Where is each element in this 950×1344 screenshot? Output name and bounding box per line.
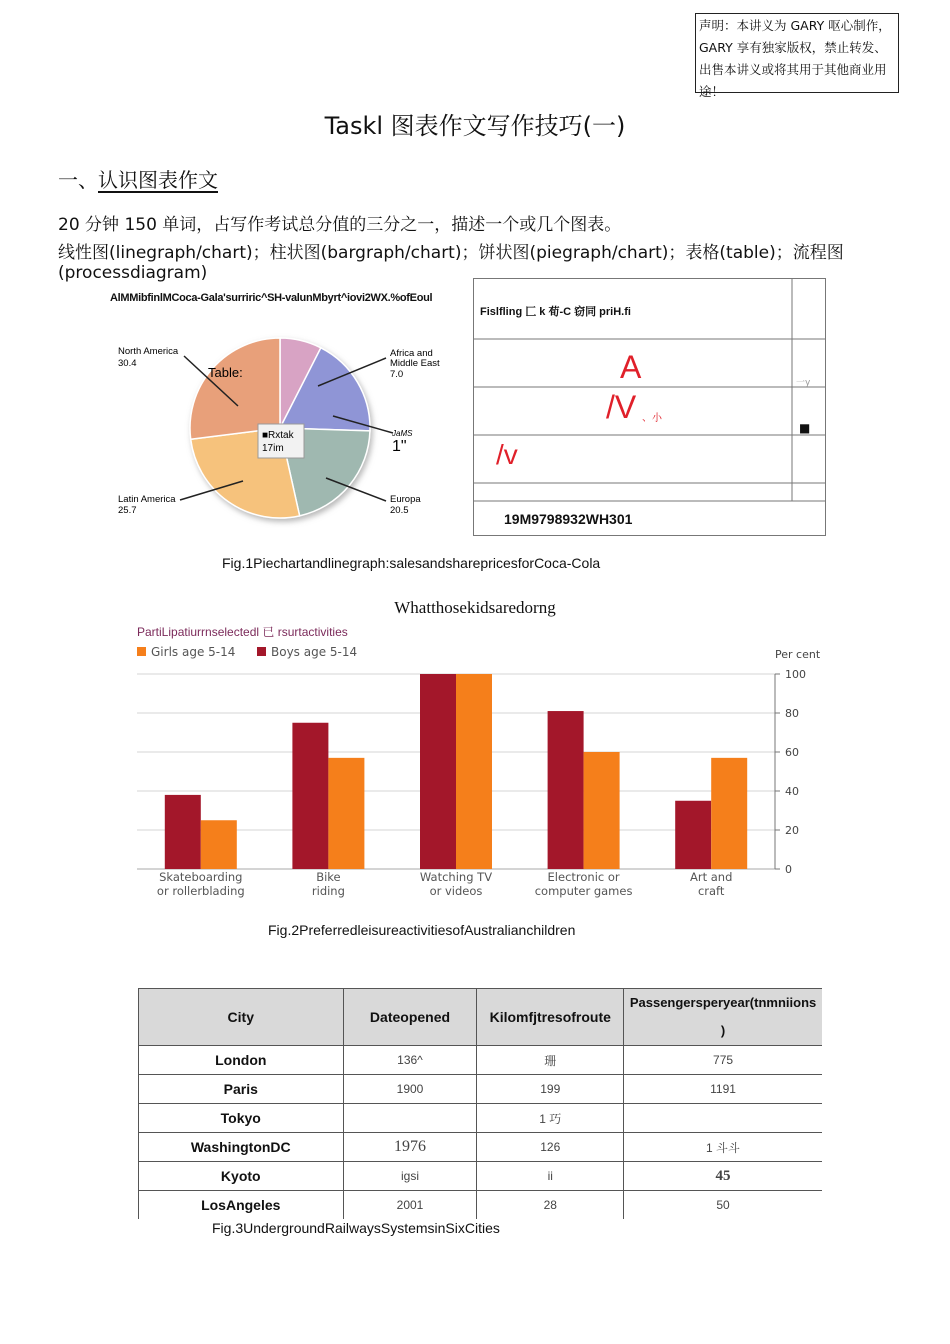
- table-cell: 1 斗斗: [624, 1133, 822, 1162]
- label-europe: Europa: [390, 494, 421, 505]
- section-title: 认识图表作文: [98, 168, 218, 192]
- table-row: [139, 1104, 823, 1133]
- table-cell: 28: [477, 1191, 624, 1220]
- line-graph-frame: [473, 278, 826, 536]
- table-row: [139, 1162, 823, 1191]
- x-category-label: Art and: [689, 870, 733, 884]
- table-cell: 珊: [477, 1046, 624, 1075]
- y-tick-label: 0: [785, 863, 792, 876]
- copyright-notice: [695, 13, 899, 99]
- railway-table: [138, 988, 822, 1219]
- table-cell: [343, 1104, 477, 1133]
- table-cell: 199: [477, 1075, 624, 1104]
- notice-line: 声明：本讲义为 GARY 呕心制作，: [699, 18, 891, 33]
- header-date: Dateopened: [343, 989, 477, 1046]
- table-cell: 1 巧: [477, 1104, 624, 1133]
- value-latin-america: 25.7: [118, 505, 137, 516]
- value-north-america: 30.4: [118, 358, 137, 369]
- table-cell: Paris: [139, 1075, 344, 1104]
- table-row: [139, 1133, 823, 1162]
- bar-boys-3: [548, 711, 584, 869]
- table-cell: 1900: [343, 1075, 477, 1104]
- bar-boys-1: [292, 723, 328, 869]
- pie-table-label: Table:: [208, 365, 243, 380]
- bar-boys-0: [165, 795, 201, 869]
- table-cell: 45: [624, 1162, 822, 1191]
- table-cell: 50: [624, 1191, 822, 1220]
- x-category-label: Electronic or: [547, 870, 620, 884]
- table-cell: 126: [477, 1133, 624, 1162]
- value-japan: 1": [392, 438, 407, 455]
- table-cell: Kyoto: [139, 1162, 344, 1191]
- bar-girls-1: [328, 758, 364, 869]
- y-tick-label: 100: [785, 668, 806, 681]
- fig1-caption: Fig.1Piechartandlinegraph:salesandsharepricesforCoca-Cola: [222, 555, 601, 571]
- x-category-label: riding: [311, 884, 345, 898]
- label-japan: JaMS: [392, 429, 413, 438]
- y-tick-label: 80: [785, 707, 799, 720]
- bar-chart: [130, 620, 830, 905]
- legend-swatch-girls: [137, 647, 146, 656]
- value-europe: 20.5: [390, 505, 409, 516]
- table-row: [139, 1191, 823, 1220]
- y-tick-label: 40: [785, 785, 799, 798]
- page-title: Taskl 图表作文写作技巧(一): [324, 112, 626, 140]
- header-km: Kilomfjtresofroute: [477, 989, 624, 1046]
- line-graph-mark-a: A: [620, 349, 642, 385]
- label-africa: Africa and: [390, 348, 433, 359]
- center-box-line1: ■Rxtak: [262, 430, 294, 441]
- y-axis-label: Per cent: [775, 648, 821, 661]
- legend-boys: Boys age 5-14: [271, 645, 358, 659]
- line-graph-header: Fislfling 匚 k 荀-C 窃同 priH.fi: [480, 306, 631, 318]
- value-africa: 7.0: [390, 369, 404, 380]
- intro-line-1: 20 分钟 150 单词，占写作考试总分值的三分之一，描述一个或几个图表。: [58, 215, 622, 235]
- table-cell: WashingtonDC: [139, 1133, 344, 1162]
- x-category-label: craft: [697, 884, 725, 898]
- line-graph-mark-small: 、小: [642, 413, 662, 424]
- fig3-caption: Fig.3UndergroundRailwaysSystemsinSixCities: [212, 1220, 500, 1236]
- y-tick-label: 60: [785, 746, 799, 759]
- x-category-label: Skateboarding: [159, 870, 243, 884]
- table-cell: ii: [477, 1162, 624, 1191]
- x-category-label: Bike: [316, 870, 341, 884]
- x-category-label: or videos: [429, 884, 483, 898]
- fig2-caption: Fig.2PreferredleisureactivitiesofAustralianchildren: [268, 922, 576, 938]
- bar-boys-2: [420, 674, 456, 869]
- bar-boys-4: [675, 801, 711, 869]
- pie-chart-title: AlMMibfinlMCoca-Gala'surriric^SH-valunMbyrt^iovi2WX.%ofEoul: [110, 292, 433, 304]
- table-cell: 775: [624, 1046, 822, 1075]
- x-category-label: computer games: [534, 884, 633, 898]
- label-north-america: North America: [118, 346, 179, 357]
- line-graph-mark-v: /V: [606, 389, 637, 425]
- table-cell: Tokyo: [139, 1104, 344, 1133]
- legend-girls: Girls age 5-14: [151, 645, 236, 659]
- pie-chart: [108, 306, 448, 528]
- label-middle-east: Middle East: [390, 358, 440, 369]
- label-latin-america: Latin America: [118, 494, 176, 505]
- table-cell: London: [139, 1046, 344, 1075]
- line-graph-square: ■: [799, 421, 811, 435]
- table-row: [139, 1075, 823, 1104]
- center-box-line2: 17im: [262, 443, 284, 454]
- bar-girls-0: [201, 820, 237, 869]
- table-cell: LosAngeles: [139, 1191, 344, 1220]
- table-cell: igsi: [343, 1162, 477, 1191]
- table-cell: 136^: [343, 1046, 477, 1075]
- table-header-row: [139, 989, 823, 1046]
- table-cell: [624, 1104, 822, 1133]
- bar-girls-3: [584, 752, 620, 869]
- notice-line: GARY 享有独家版权，禁止转发、: [699, 40, 887, 55]
- x-category-label: or rollerblading: [156, 884, 245, 898]
- bar-girls-2: [456, 674, 492, 869]
- line-graph-side-mark: 一y: [796, 378, 811, 388]
- section-prefix: 一、: [58, 168, 98, 192]
- bar-chart-title: PartiLipatiurrnselectedl 已 rsurtactivities: [137, 625, 348, 639]
- table-cell: 2001: [343, 1191, 477, 1220]
- intro-line-2: 线性图(linegraph/chart)；柱状图(bargraph/chart)；饼状图(piegraph/chart)；表格(table)；流程图(processdiagram): [58, 243, 844, 283]
- header-city: City: [139, 989, 344, 1046]
- line-graph-footer: 19M9798932WH301: [504, 511, 633, 527]
- y-tick-label: 20: [785, 824, 799, 837]
- line-graph-mark-v2: /v: [496, 439, 518, 470]
- table-cell: 1191: [624, 1075, 822, 1104]
- table-cell: 1976: [343, 1133, 477, 1162]
- bar-chart-heading: Whatthosekidsaredorng: [394, 598, 556, 617]
- notice-line: 出售本讲义或将其用于其他商业用: [699, 62, 887, 77]
- header-passengers: [624, 989, 822, 1046]
- notice-line: 途！: [699, 84, 725, 99]
- legend-swatch-boys: [257, 647, 266, 656]
- header-passengers-line2: ): [720, 1023, 726, 1038]
- table-row: [139, 1046, 823, 1075]
- header-passengers-line1: Passengersperyear(tnmniions: [629, 995, 817, 1010]
- bar-girls-4: [711, 758, 747, 869]
- section-heading: [58, 164, 218, 193]
- x-category-label: Watching TV: [419, 870, 493, 884]
